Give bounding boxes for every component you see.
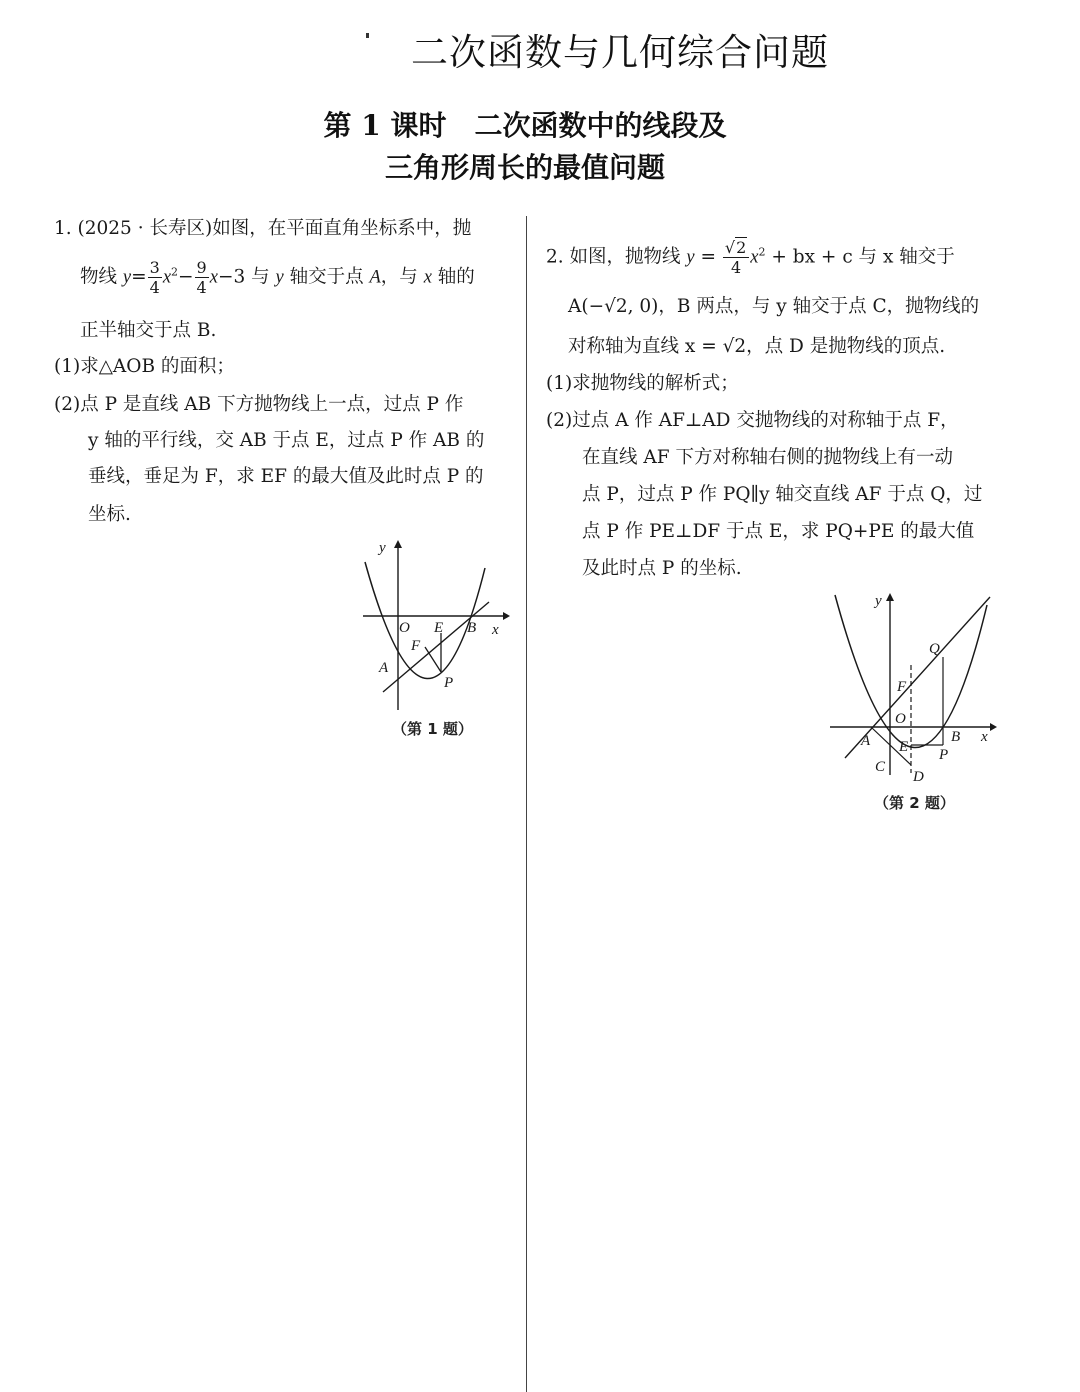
q2-label-p: P — [939, 747, 949, 763]
q2-stem-line1: 2. 如图，抛物线 y = $\frac{√2}{4}$ $x^2$ + bx + c 与 x 轴交于 — [546, 238, 955, 278]
q2-part2-line2: 在直线 AF 下方对称轴右侧的抛物线上有一动 — [582, 447, 953, 468]
q2-part1: (1)求抛物线的解析式； — [546, 373, 739, 394]
q1-x-arrow — [503, 612, 510, 620]
q1-fraction-9-4: $\frac{9}{4}$ — [196, 258, 207, 298]
q1-stem-line1: 1. (2025 · 长寿区)如图，在平面直角坐标系中，抛 — [54, 218, 472, 239]
q2-x-arrow — [990, 723, 997, 731]
q2-figure — [825, 585, 1005, 795]
q1-y-arrow — [394, 540, 402, 548]
q1-label-p: P — [444, 675, 454, 691]
q1-label-x: x — [492, 622, 499, 638]
q1-part2-line3: 垂线，垂足为 F，求 EF 的最大值及此时点 P 的 — [88, 466, 484, 487]
q1-label-f: F — [411, 638, 421, 654]
q1-fraction-3-4: $\frac{3}{4}$ — [149, 258, 160, 298]
q2-part2-line3: 点 P，过点 P 作 PQ∥y 轴交直线 AF 于点 Q，过 — [582, 484, 983, 505]
q1-segment-pf — [425, 647, 441, 672]
q2-label-d: D — [913, 769, 924, 785]
q1-figure-caption: （第 1 题） — [392, 720, 473, 738]
q2-label-x: x — [981, 729, 988, 745]
q1-label-b: B — [467, 620, 477, 636]
q1-part2-line1: (2)点 P 是直线 AB 下方抛物线上一点，过点 P 作 — [54, 394, 464, 415]
q2-label-o: O — [895, 711, 906, 727]
q2-label-e: E — [899, 739, 909, 755]
q2-label-a: A — [861, 733, 871, 749]
q2-figure-caption: （第 2 题） — [874, 794, 955, 812]
q1-part2-line4: 坐标. — [88, 504, 131, 525]
q2-part2-line4: 点 P 作 PE⊥DF 于点 E，求 PQ+PE 的最大值 — [582, 521, 975, 542]
q1-figure — [355, 532, 515, 722]
page-title: 二次函数与几何综合问题 — [411, 31, 829, 74]
q2-part2-line5: 及此时点 P 的坐标. — [582, 558, 742, 579]
q2-label-c: C — [875, 759, 886, 775]
q1-label-a: A — [379, 660, 389, 676]
lesson-title-line2: 三角形周长的最值问题 — [384, 151, 665, 184]
q2-fraction-sqrt2-4: $\frac{√2}{4}$ — [723, 238, 749, 277]
q1-part2-line2: y 轴的平行线，交 AB 于点 E，过点 P 作 AB 的 — [88, 430, 485, 451]
q1-label-y: y — [379, 540, 386, 556]
q2-y-arrow — [886, 593, 894, 601]
q1-part1: (1)求△AOB 的面积； — [54, 356, 235, 377]
q2-stem-line3: 对称轴为直线 x = √2，点 D 是抛物线的顶点. — [568, 336, 946, 357]
q2-stem-line2: A(−√2, 0)，B 两点，与 y 轴交于点 C，抛物线的 — [568, 296, 980, 317]
q1-stem-line3: 正半轴交于点 B. — [80, 320, 217, 341]
q1-label-e: E — [434, 620, 444, 636]
lesson-title-line1: 第 1 课时 二次函数中的线段及 — [323, 109, 727, 142]
q1-label-o: O — [399, 620, 410, 636]
q2-label-f: F — [897, 679, 907, 695]
q2-label-y: y — [875, 593, 882, 609]
q2-label-q: Q — [929, 641, 940, 657]
q1-stem-line2: 物线 y= $\frac{3}{4}$ $x^2-$ $\frac{9}{4}$ x−3 与 y 轴交于点 A，与 x 轴的 — [80, 258, 475, 298]
column-divider — [526, 216, 527, 1392]
q2-part2-line1: (2)过点 A 作 AF⊥AD 交抛物线的对称轴于点 F， — [546, 410, 959, 431]
q2-label-b: B — [951, 729, 961, 745]
